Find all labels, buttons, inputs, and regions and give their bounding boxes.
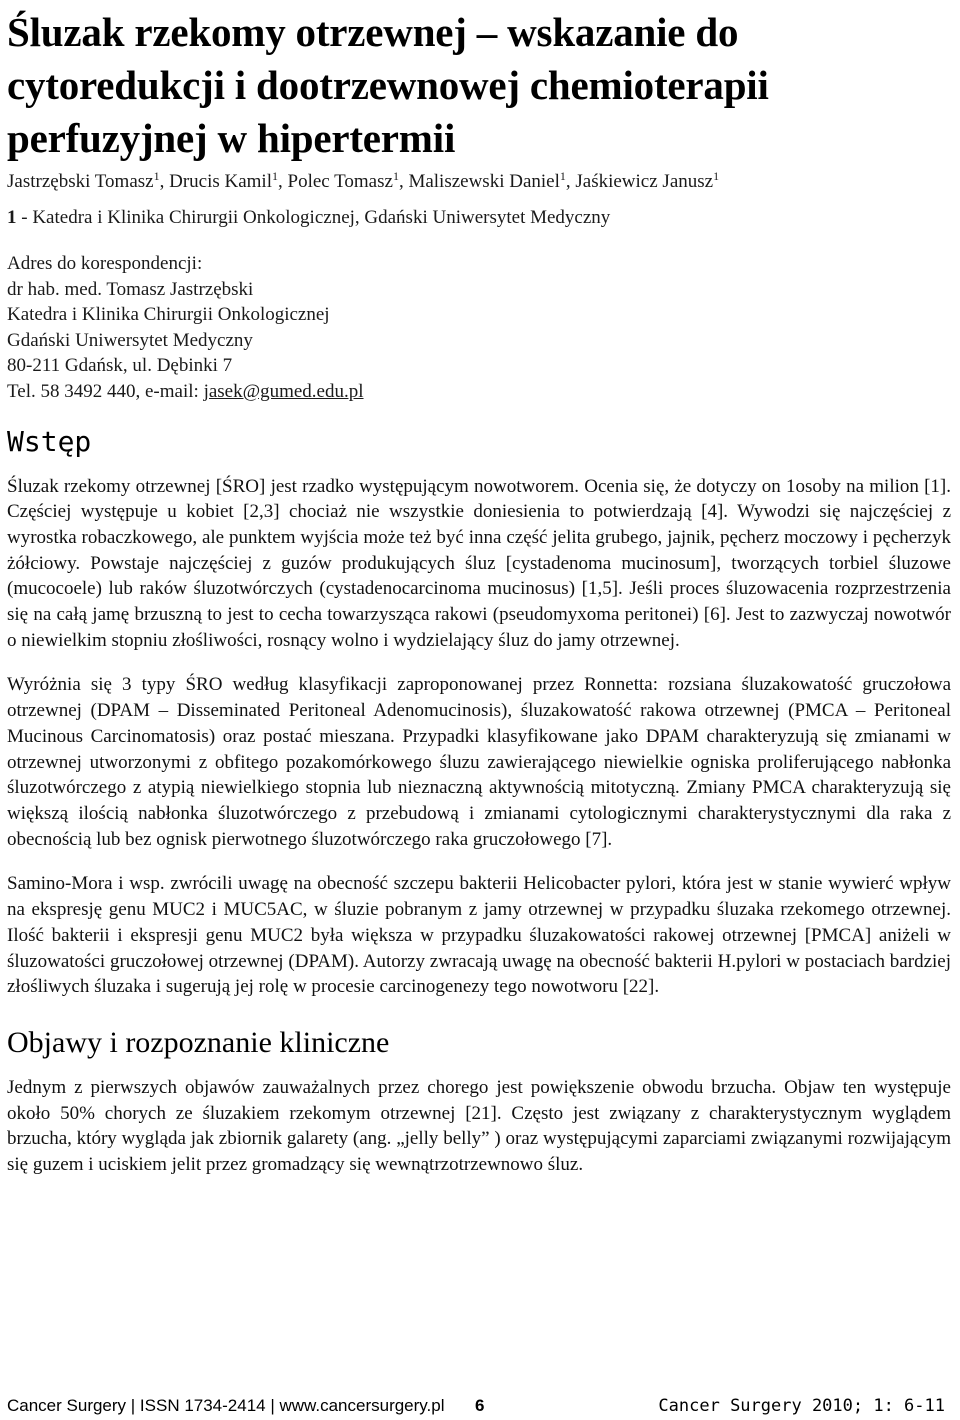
paragraph: Samino-Mora i wsp. zwrócili uwagę na obecność szczepu bakterii Helicobacter pylori, która jest w stanie wywierć wpływ na ekspresję genu MUC2 i MUC5AC, w śluzie pobranym z jamy otrzewnej w przypadku śluzaka rzekomego otrzewnej. Ilość bakterii i ekspresji genu MUC2 była większa w przypadku śluzakowatości rakowej otrzewnej [PMCA] aniżeli w śluzowatości gruczołowej otrzewnej (DPAM). Autorzy zwracają uwagę na obecność bakterii H.pylori w postaciach bardziej złośliwych śluzaka i sugerują jej rolę w procesie carcinogenezy tego nowotworu [22]. <box>7 873 951 998</box>
page-number: 6 <box>475 1396 485 1415</box>
author-affiliation-mark: 1 <box>713 169 720 183</box>
paragraph: Śluzak rzekomy otrzewnej [ŚRO] jest rzadko występującym nowotworem. Ocenia się, że dotyczy on 1osoby na milion [1]. Częściej występuje u kobiet [2,3] chociaż nie wszystkie doniesienia to potwierdzają [4]. Wywodzi się najczęściej z wyrostka robaczkowego, ale punktem wyjścia może też być inna część jelita grubego, jajnik, pęcherz moczowy i pęcherzyk żółciowy. Powstaje najczęściej z guzów produkujących śluz [cystadenoma mucinosum], tworzących torbiel śluzowe (mucocoele) lub raków śluzotwórczych (cystadenocarcinoma mucinosus) [1,5]. Jeśli proces śluzowacenia rozprzestrzenia się na całą jamę brzuszną to jest to cecha towarzysząca rakowi (pseudomyxoma peritonei) [6]. Jest to zazwyczaj nowotwór o niewielkim stopniu złośliwości, rosnący wolno i wydzielający śluz do jamy otrzewnej. <box>7 475 951 651</box>
paragraph: Wyróżnia się 3 typy ŚRO według klasyfikacji zaproponowanej przez Ronnetta: rozsiana śluzakowatość gruczołowa otrzewnej (DPAM – Disseminated Peritoneal Adenomucinosis), śluzakowatość rakowa otrzewnej (PMCA – Peritoneal Mucinous Carcinomatosis) oraz postać mieszana. Przypadki klasyfikowane jako DPAM charakteryzują się zmianami w otrzewnej utworzonymi z obfitego pozakomórkowego śluzu zawierającego niewielkie ogniska proliferującego nabłonka śluzotwórczego z atypią niewielkiego stopnia lub nieznaczną aktywnością mitotyczną. Zmiany PMCA charakteryzują się większą ilością nabłonka śluzotwórczego z przebudową i zmianami cytologicznymi charakterystycznymi dla raka z obecnością lub bez ognisk pierwotnego śluzotwórczego raka gruczołowego [7]. <box>7 674 951 850</box>
author-name: Jaśkiewicz Janusz <box>575 171 714 192</box>
author-name: Drucis Kamil <box>169 171 272 192</box>
footer-journal-info: Cancer Surgery | ISSN 1734-2414 | www.cancersurgery.pl <box>7 1396 445 1415</box>
correspondence-university: Gdański Uniwersytet Medyczny <box>7 329 253 351</box>
affiliation-text: - Katedra i Klinika Chirurgii Onkologicznej, Gdański Uniwersytet Medyczny <box>16 207 611 228</box>
author-affiliation-mark: 1 <box>272 169 278 183</box>
author-name: Polec Tomasz <box>287 171 393 192</box>
correspondence-heading: Adres do korespondencji: <box>7 253 203 274</box>
section-heading-intro: Wstęp <box>7 424 92 458</box>
author-affiliation-mark: 1 <box>153 169 160 183</box>
email-link[interactable]: jasek@gumed.edu.pl <box>203 380 364 402</box>
author-list: Jastrzębski Tomasz$^1$, Drucis Kamil$^1$, Polec Tomasz$^1$, Maliszewski Daniel$^1$, Jaśkiewicz Janusz$^1$ <box>7 169 720 192</box>
footer-citation: Cancer Surgery 2010; 1: 6-11 <box>658 1396 945 1416</box>
correspondence-block <box>7 251 951 405</box>
article <box>7 0 951 1178</box>
correspondence-phone: Tel. 58 3492 440, e-mail: <box>7 380 204 402</box>
section-heading-symptoms: Objawy i rozpoznanie kliniczne <box>7 1025 390 1059</box>
affiliation-number: 1 <box>7 207 17 228</box>
author-affiliation-mark: 1 <box>559 169 566 183</box>
article-title: Śluzak rzekomy otrzewnej – wskazanie do cytoredukcji i dootrzewnowej chemioterapii perfuzyjnej w hipertermii <box>7 9 769 161</box>
correspondence-contact <box>7 379 951 405</box>
author-name: Jastrzębski Tomasz <box>7 171 154 192</box>
correspondence-department: Katedra i Klinika Chirurgii Onkologicznej <box>7 304 330 326</box>
author-name: Maliszewski Daniel <box>408 171 560 192</box>
paragraph: Jednym z pierwszych objawów zauważalnych przez chorego jest powiększenie obwodu brzucha. Objaw ten występuje około 50% chorych ze śluzakiem rzekomym otrzewnej [21]. Często jest związany z charakterystycznym wyglądem brzucha, który wygląda jak zbiornik galarety (ang. „jelly belly” ) oraz występującymi zaparciami związanymi rozwijającym się guzem i uciskiem jelit przez gromadzący się wewnątrzotrzewnowo śluz. <box>7 1076 951 1176</box>
correspondence-address: 80-211 Gdańsk, ul. Dębinki 7 <box>7 355 233 377</box>
correspondence-name: dr hab. med. Tomasz Jastrzębski <box>7 278 254 300</box>
affiliation <box>7 205 951 231</box>
author-affiliation-mark: 1 <box>392 169 399 183</box>
